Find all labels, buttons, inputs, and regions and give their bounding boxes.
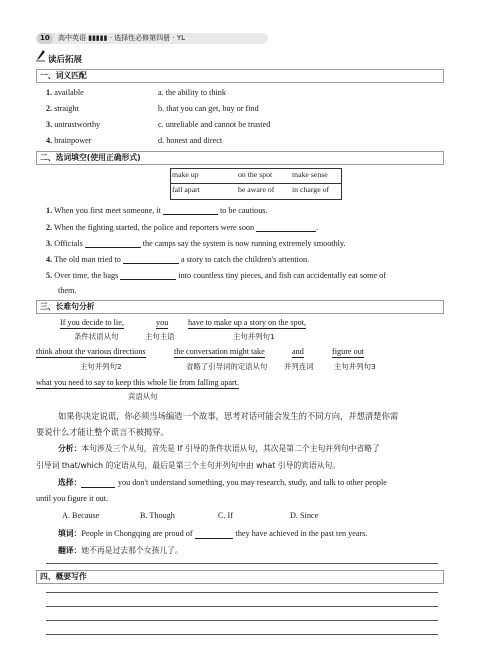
choose-label: 选择： bbox=[58, 478, 82, 487]
writing-line[interactable] bbox=[46, 620, 438, 621]
word-bank-item: be aware of bbox=[238, 185, 275, 194]
part4-title: 四、概要写作 bbox=[40, 572, 87, 581]
clause-main-1: have to make up a story on the spot, bbox=[188, 318, 307, 327]
fill-sentence-5-cont: them. bbox=[58, 286, 77, 295]
page-number: 10 bbox=[37, 33, 53, 44]
section-label-text: 读后拓展 bbox=[48, 55, 83, 65]
writing-line[interactable] bbox=[46, 606, 438, 607]
analysis-line-2: 引导词 that/which 的定语从句，最后是第三个主句并列句中由 what 引导的宾语从句。 bbox=[36, 461, 341, 470]
annotation: 宾语从句 bbox=[128, 392, 158, 401]
word-bank-item: make up bbox=[172, 170, 199, 179]
annotation: 省略了引导词的定语从句 bbox=[186, 362, 268, 371]
part1-title: 一、词义匹配 bbox=[40, 71, 87, 80]
answer-blank[interactable] bbox=[85, 238, 141, 248]
writing-line[interactable] bbox=[46, 634, 438, 635]
translation-line-2: 要说什么才能让整个谎言不被揭穿。 bbox=[36, 427, 169, 437]
annotation: 条件状语从句 bbox=[74, 332, 119, 341]
part2-title: 二、选词填空(使用正确形式) bbox=[40, 153, 141, 162]
translation-line-1: 如果你决定说谎，你必须当场编造一个故事，思考对话可能会发生的不同方向，并想清楚你需 bbox=[58, 411, 399, 421]
clause-conjunction: and bbox=[292, 347, 304, 356]
answer-line[interactable] bbox=[46, 563, 438, 564]
clause-object: what you need to say to keep this whole lie from falling apart. bbox=[36, 378, 240, 387]
annotation: 主句并列句1 bbox=[233, 332, 275, 341]
word-2: 2. straight bbox=[46, 104, 79, 113]
fill-sentence-4: 4. The old man tried to a story to catch the children's attention. bbox=[46, 255, 310, 264]
part4-title-box bbox=[36, 570, 444, 584]
section-label bbox=[36, 50, 82, 65]
annotation: 并列连词 bbox=[284, 362, 314, 371]
pen-icon bbox=[36, 50, 46, 65]
annotation: 主句主语 bbox=[145, 332, 175, 341]
definition-d: d. honest and direct bbox=[158, 136, 223, 145]
answer-blank[interactable] bbox=[120, 270, 176, 280]
annotation: 主句并列句3 bbox=[334, 362, 376, 371]
clause-attributive: the conversation might take bbox=[174, 347, 265, 356]
translate-question: 翻译：她不再是过去那个女孩儿了。 bbox=[58, 546, 183, 555]
option-a[interactable]: A. Because bbox=[62, 511, 100, 520]
fill-label: 填词： bbox=[58, 529, 82, 538]
word-bank-item: fall apart bbox=[172, 185, 200, 194]
analysis-line-1: 分析：本句涉及三个从句，首先是 If 引导的条件状语从句，其次是第二个主句并列句中省略了 bbox=[58, 444, 380, 453]
choose-question-cont: until you figure it out. bbox=[36, 494, 109, 503]
part3-title: 三、长难句分析 bbox=[40, 302, 95, 311]
word-bank-item: on the spot bbox=[238, 170, 273, 179]
option-b[interactable]: B. Though bbox=[140, 511, 175, 520]
definition-b: b. that you can get, buy or find bbox=[158, 104, 259, 113]
answer-blank[interactable] bbox=[256, 222, 316, 232]
part1-title-box bbox=[36, 69, 444, 83]
word-bank-item: in charge of bbox=[292, 185, 330, 194]
definition-c: c. unreliable and cannot be trusted bbox=[158, 120, 271, 129]
fill-word-question: 填词：People in Chongqing are proud of they have achieved in the past ten years. bbox=[58, 529, 368, 538]
answer-blank[interactable] bbox=[81, 478, 115, 488]
word-3: 3. untrustworthy bbox=[46, 120, 101, 129]
answer-blank[interactable] bbox=[195, 529, 233, 539]
choose-question: 选择： you don't understand something, you may research, study, and talk to other people bbox=[58, 478, 387, 487]
definition-a: a. the ability to think bbox=[158, 88, 226, 97]
clause-conditional: If you decide to lie, bbox=[60, 318, 124, 327]
clause-subject: you bbox=[156, 318, 169, 327]
annotation: 主句并列句2 bbox=[80, 362, 122, 371]
fill-sentence-5: 5. Over time, the bags into countless tiny pieces, and fish can accidentally eat some of bbox=[46, 271, 386, 280]
answer-blank[interactable] bbox=[163, 205, 218, 215]
word-1: 1. available bbox=[46, 88, 84, 97]
clause-main-3: figure out bbox=[332, 347, 365, 356]
fill-sentence-2: 2. When the fighting started, the police and reporters were soon . bbox=[46, 223, 319, 232]
translate-label: 翻译： bbox=[58, 546, 82, 555]
part3-title-box bbox=[36, 300, 444, 314]
word-bank-item: make sense bbox=[292, 170, 328, 179]
fill-sentence-1: 1. When you first meet someone, it to be cautious. bbox=[46, 206, 268, 215]
answer-blank[interactable] bbox=[123, 254, 179, 264]
fill-sentence-3: 3. Officials the camps say the system is now running extremely smoothly. bbox=[46, 239, 346, 248]
header-title: 高中英语 ▮▮▮▮▮ · 选择性必修第四册 · YL bbox=[58, 34, 186, 42]
word-4: 4. brainpower bbox=[46, 136, 92, 145]
clause-main-2: think about the various directions bbox=[36, 347, 146, 356]
writing-line[interactable] bbox=[46, 592, 438, 593]
option-c[interactable]: C. If bbox=[218, 511, 234, 520]
analysis-label: 分析： bbox=[58, 444, 82, 453]
option-d[interactable]: D. Since bbox=[290, 511, 319, 520]
